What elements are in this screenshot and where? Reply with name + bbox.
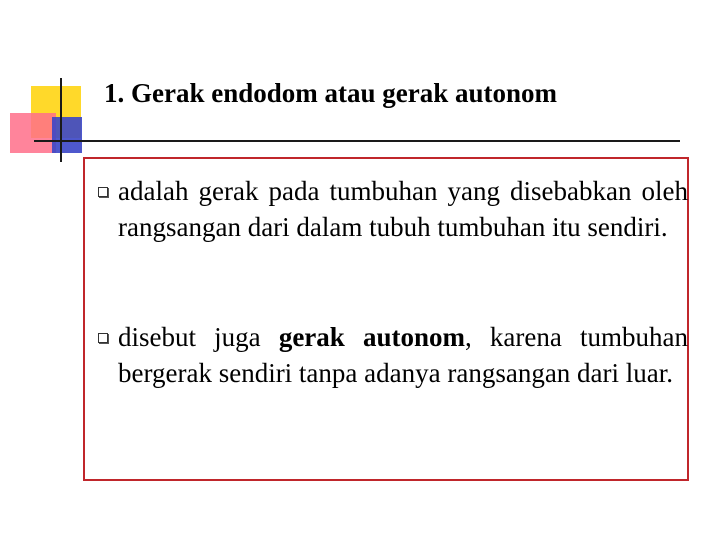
- bullet-text: [118, 319, 688, 391]
- square-bullet-icon: [98, 187, 108, 197]
- logo-blue-square: [52, 117, 82, 153]
- logo-vertical-line: [60, 78, 62, 162]
- bullet-text: adalah gerak pada tumbuhan yang disebabkan oleh rangsangan dari dalam tubuh tumbuhan itu sendiri.: [118, 176, 688, 242]
- square-bullet-icon: [98, 333, 108, 343]
- bullet-text-suffix: , karena tumbuhan bergerak sendiri tanpa adanya rangsangan dari luar.: [118, 322, 689, 388]
- bold-term-gerak: gerak: [278, 322, 345, 352]
- bold-term-autonom: autonom: [362, 322, 465, 352]
- slide-title: 1. Gerak endodom atau gerak autonom: [104, 78, 558, 108]
- bullet-text-prefix: disebut juga: [118, 322, 261, 352]
- logo-red-square: [10, 113, 56, 153]
- title-underline: [34, 140, 680, 142]
- content-box: [83, 157, 689, 481]
